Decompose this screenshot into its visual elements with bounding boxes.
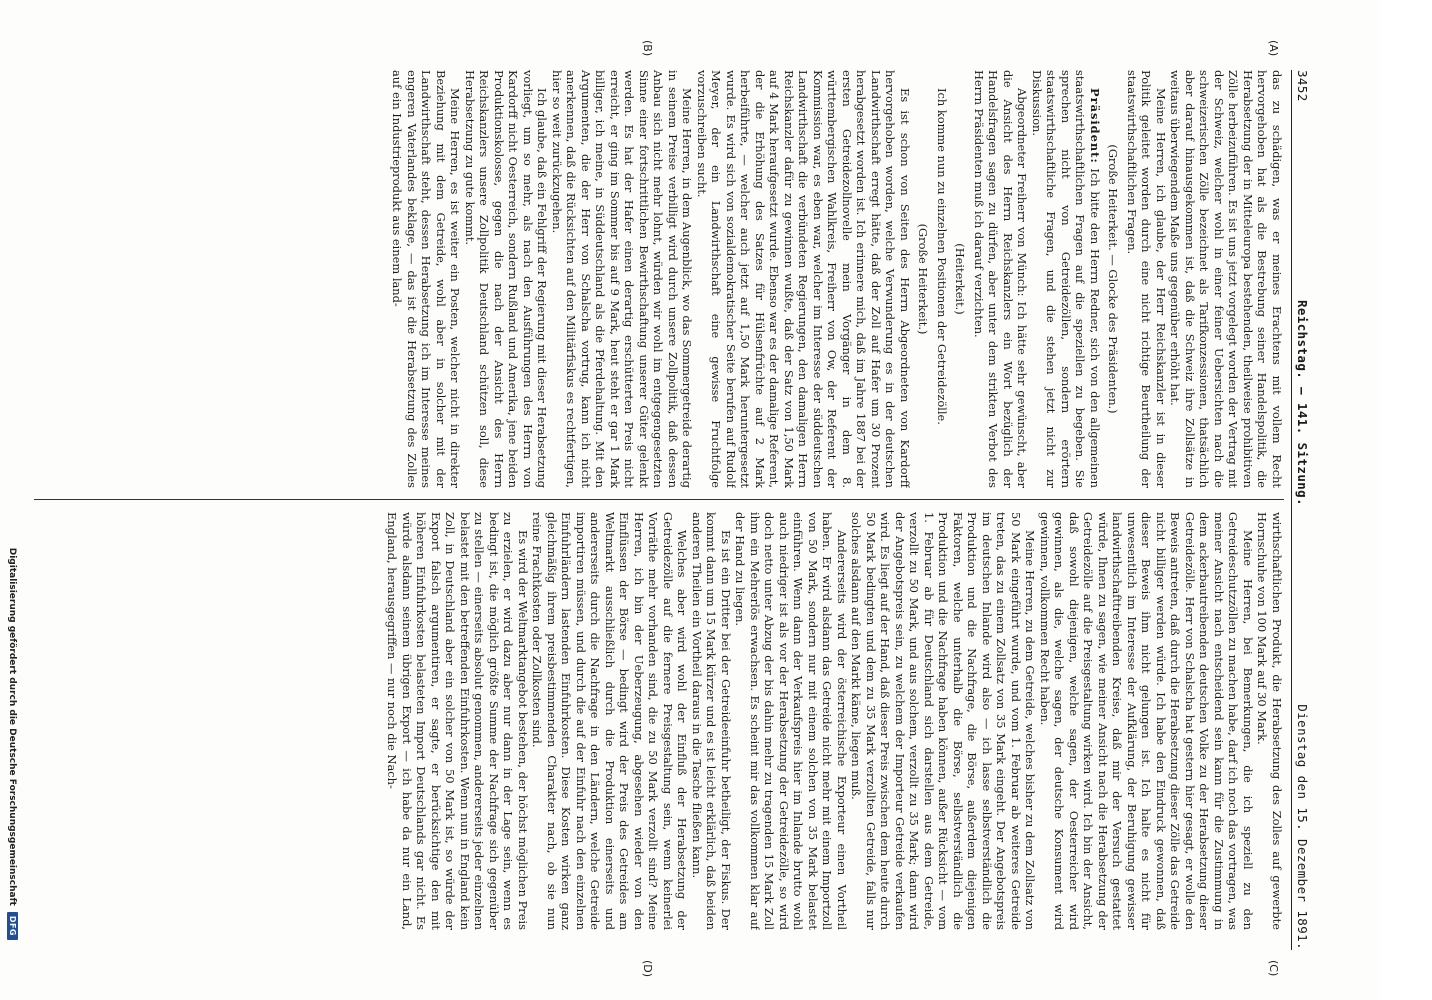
paragraph: Ich komme nun zu einzelnen Positionen der Getreidezölle. [935, 88, 949, 425]
paragraph-text: Ich bitte den Herrn Redner, sich von den allgemeinen staatswirthschaftlichen Fragen auf die speziellen zu begeben. Sie sprechen nicht von Getreidezöllen, sondern erörtern staatswirthschaftliche Fragen, und die stehen jetzt nicht zur Diskussion. [1030, 70, 1102, 488]
column-divider [34, 499, 1284, 500]
paragraph: Welches aber wird wohl der Einfluß der Herabsetzung der Getreidezölle auf die fernere Preisgestaltung sein, wenn keinerlei Vorräthe mehr vorhanden sind, die zu 50 Mark verzollt sind? Meine Herren, ich bin der Ueberzeugung, abgesehen wieder von den Einflüssen der Börse — bedingt wird der Preis des Getreides am Weltmarkt ausschließlich durch die Produktion einerseits und andererseits durch die Nachfrage in den Ländern, welche Getreide importiren müssen, und durch die auf der Einfuhr nach den einzelnen Einfuhrländern lastenden Einfuhrkosten. Diese Kosten wirken ganz gleichmäßig ihrem preisbestimmenden Charakter nach, ob sie nun reine Frachtkosten oder Zollkosten sind. [530, 512, 690, 930]
stage-direction: (Heiterkeit.) [953, 243, 968, 315]
paragraph: Meine Herren, ich glaube, der Herr Reichskanzler ist in dieser Politik geleitet worden durch eine nicht richtige Beurtheilung der staatswirthschaftlichen Fragen. [1125, 70, 1168, 488]
session-date: Dienstag den 15. Dezember 1891. [1295, 704, 1311, 950]
margin-marker-c: (C) [1267, 960, 1280, 977]
paragraph: Meine Herren, zu dem Getreide, welches bisher zu dem Zollsatz von 50 Mark eingeführt wurde, und vom 1. Februar ab weiteres Getreide treten, das zu einem Zollsatz von 35 Mark eingeht. Der Angebotspreis im deutschen Inlande wird also — ich lasse selbstverständlich die Produktion und die Nachfrage, die Börse, außerdem diejenigen Faktoren, welche unterhalb die Börse, selbstverständlich die Produktion und die Nachfrage haben können, außer Rücksicht — vom 1. Februar ab für Deutschland sich darstellen aus dem Getreide, verzollt zu 50 Mark, und aus solchem, verzollt zu 35 Mark; dann wird der Angebotspreis sein, zu welchem der Importeur Getreide verkaufen wird. Es liegt auf der Hand, daß dieser Preis zwischen dem heute durch 50 Mark bedingten und dem zu 35 Mark verzollten Getreide, falls nur solches alsdann auf den Markt käme, liegen muß. [849, 512, 1038, 930]
paragraph [1030, 70, 1103, 488]
paragraph: Es wird der Weltmarktangebot bestehen, der höchst möglichen Preis zu erzielen, er wird dazu aber nur dann in der Lage sein, wenn es bedingt ist, die möglich größte Summe der Nachfrage sich gegenüber zu stellen — einerseits absolut genommen, andererseits jeder einzelnen belastet mit den betreffenden Einfuhrkosten. Wenn nun in England kein Zoll, in Deutschland aber ein solcher von 50 Mark ist, so würde der Export falsch argumentiren, er sagte, er berücksichtige den mit höheren Einfuhrkosten belasteten Import Deutschlands gar nicht. Es würde alsdann seinem übrigen Export — ich habe da nur ein Land, England, herausgegriffen — nur noch die Nach- [385, 512, 530, 930]
page-footer [7, 60, 18, 940]
right-column [34, 512, 1284, 930]
speaker-name: Präsident: [1088, 88, 1102, 164]
paragraph: Meine Herren, es ist weiter ein Posten, welcher nicht in direkter Beziehung mit dem Getreide, wohl aber in solcher mit der Landwirthschaft steht, dessen Herabsetzung ich im Interesse meines engeren Vaterlandes beklage, — das ist die Herabsetzung des Zolles auf ein Industrieprodukt aus einem land- [390, 70, 463, 488]
paragraph: wirthschaftlichen Produkt, die Herabsetzung des Zolles auf gewerbte Hornschuhe von 100 Mark auf 30 Mark. [1255, 512, 1284, 930]
paragraph: das zu schädigen, was er meines Erachtens mit vollem Recht hervorgehoben hat als die Bestrebung seiner Handelspolitik, die Herabsetzung der in Mitteleuropa bestehenden, theilweise prohibitiven Zölle herbeizuführen. Es ist uns jetzt vorgelegt worden der Vertrag mit der Schweiz, welcher wohl in einer feiner Uebersichten nach die schweizerischen Zölle bezeichnet als Tarifkonzessionen, thatsächlich aber darauf hinausgekommen ist, daß die Schweiz ihre Zollsätze in weitaus überwiegendem Maße uns gegenüber erhöht hat. [1168, 70, 1284, 488]
session-title: Reichstag. — 141. Sitzung. [1295, 299, 1311, 507]
margin-marker-a: (A) [1267, 40, 1280, 57]
paragraph: Es ist schon von Seiten des Herrn Abgeordneten von Kardorff hervorgehoben worden, welche Verwunderung es in der deutschen Landwirthschaft erregt hätte, daß der Zoll auf Hafer um 30 Prozent herabgesetzt worden ist. Ich erinnere mich, daß im Jahre 1887 bei der ersten Getreidezollnovelle mein Vorgänger in dem 8. württembergischen Wahlkreis, Freiherr von Ow, der Referent der Kommission war, es eben war, welcher im Interesse der süddeutschen Landwirthschaft die verbündeten Regierungen, den damaligen Herrn Reichskanzler dafür zu gewinnen wußte, daß der Satz von 1,50 Mark auf 4 Mark heraufgesetzt wurde. Ebenso war es der damalige Referent, der die Erhöhung des Satzes für Hülsenfrüchte auf 2 Mark herbeiführte, — welcher auch jetzt auf 1,50 Mark heruntergesetzt wurde. Es wird sich von sozialdemokratischer Seite berufen auf Rudolf Meyer, der ein Landwirthschaft eine gewisse Fruchtfolge vorzuschreiben sucht. [695, 70, 912, 488]
margin-marker-b: (B) [641, 40, 654, 57]
margin-marker-d: (D) [641, 960, 654, 978]
page-number: 3452 [1295, 70, 1311, 102]
paragraph: Es ist ein Dritter bei der Getreideeinfuhr betheiligt, der Fiskus. Der kommt dann um 15 Mark kürzer und es ist leicht erklärlich, daß beiden anderen Theilen ein Vortheil daraus in die Tasche fließen kann. [690, 512, 733, 930]
paragraph: Andererseits wird der österreichische Exporteur einen Vortheil haben. Er wird alsdann das Getreide nicht mehr mit einem Importzoll von 50 Mark, sondern nur mit einem solchen von 35 Mark belastet einführen. Wenn dann der Verkaufspreis hier im Inlande brutto wohl auch niedriger ist als vor der Herabsetzung der Getreidezölle, so wird doch netto unter Abzug der bis dahin mehr zu tragenden 15 Mark Zoll ihm ein Mehrerlös erwachsen. Es scheint mir das vollkommen klar auf der Hand zu liegen. [733, 512, 849, 930]
paragraph: Meine Herren, in dem Augenblick, wo das Sommergetreide derartig in seinem Preise verbilligt wird durch unsere Zollpolitik, daß dessen Anbau sich nicht mehr lohnt, würden wir wohl im entgegengesetzten Sinne einer fortschrittlichen Bewirthschaftung unserer Güter gelenkt werden. Es hat der Hafer einen derartig erschütterten Preis nicht erreicht, er ging im Sommer bis auf 9 Mark, heut steht er gar 1 Mark billiger, ich meine, in Süddeutschland als die Pferdehaltung. Mit den Argumenten, die der Herr von Schalscha vortrug, kann ich nicht anerkennen, daß die Rücksichten auf den Militärfiskus es rechtfertigen, hier so weit zurückzugehen. [550, 70, 695, 488]
stage-direction: (Große Heiterkeit.) [916, 223, 931, 335]
digitization-credit: Digitalisierung gefördert durch die Deutsche Forschungsgemeinschaft [7, 547, 18, 906]
paragraph: Meine Herren, bei Bemerkungen, die ich speziell zu den Getreideschutzzöllen zu machen habe, darf ich noch das vortragen, was meiner Ansicht nach entscheidend sein kann für die Zustimmung in dem ackerbautreibenden deutschen Volke zu der Herabsetzung dieser Getreidezölle. Herr von Schalscha hat gestern hier gesagt, er wolle den Beweis antreten, daß durch die Herabsetzung dieser Zölle das Getreide nicht billiger werden würde. Ich habe den Eindruck gewonnen, daß dieser Beweis ihm nicht gelungen ist. Ich halte es nicht für unwesentlich im Interesse der Aufklärung, der Beruhigung gewisser landwirthschafttreibenden Kreise, daß mir der Versuch gestattet würde, Ihnen zu sagen, wie meiner Ansicht nach die Herabsetzung der Getreidezölle auf die Preisgestaltung wirken wird. Ich bin der Ansicht, daß sowohl diejenigen, welche sagen, der Oesterreicher wird gewinnen, als die, welche sagen, der deutsche Konsument wird gewinnen, vollkommen Recht haben. [1038, 512, 1255, 930]
paragraph: Ich glaube, daß ein Fehlgriff der Regierung mit dieser Herabsetzung vorliegt, um so mehr, als nach den Ausführungen des Herrn von Kardorff nicht Oesterreich, sondern Rußland und Amerika, jene beiden Produktionskolosse, gegen die nach der Ansicht des Herrn Reichskanzlers unsere Zollpolitik Deutschland schützen soll, diese Herabsetzung zu gute kommt. [463, 70, 550, 488]
paragraph: Abgeordneter Freiherr von Münch: Ich hätte sehr gewünscht, aber die Ansicht des Herrn Reichskanzlers ein Wort bezüglich der Handelsfragen sagen zu dürfen, aber unter dem strikten Verbot des Herrn Präsidenten muß ich darauf verzichten. [972, 70, 1030, 488]
page-header [1291, 70, 1314, 950]
left-column [34, 70, 1284, 488]
stage-direction: (Große Heiterkeit. — Glocke des Präsidenten.) [1106, 144, 1121, 414]
dfg-logo: DFG [7, 912, 18, 940]
